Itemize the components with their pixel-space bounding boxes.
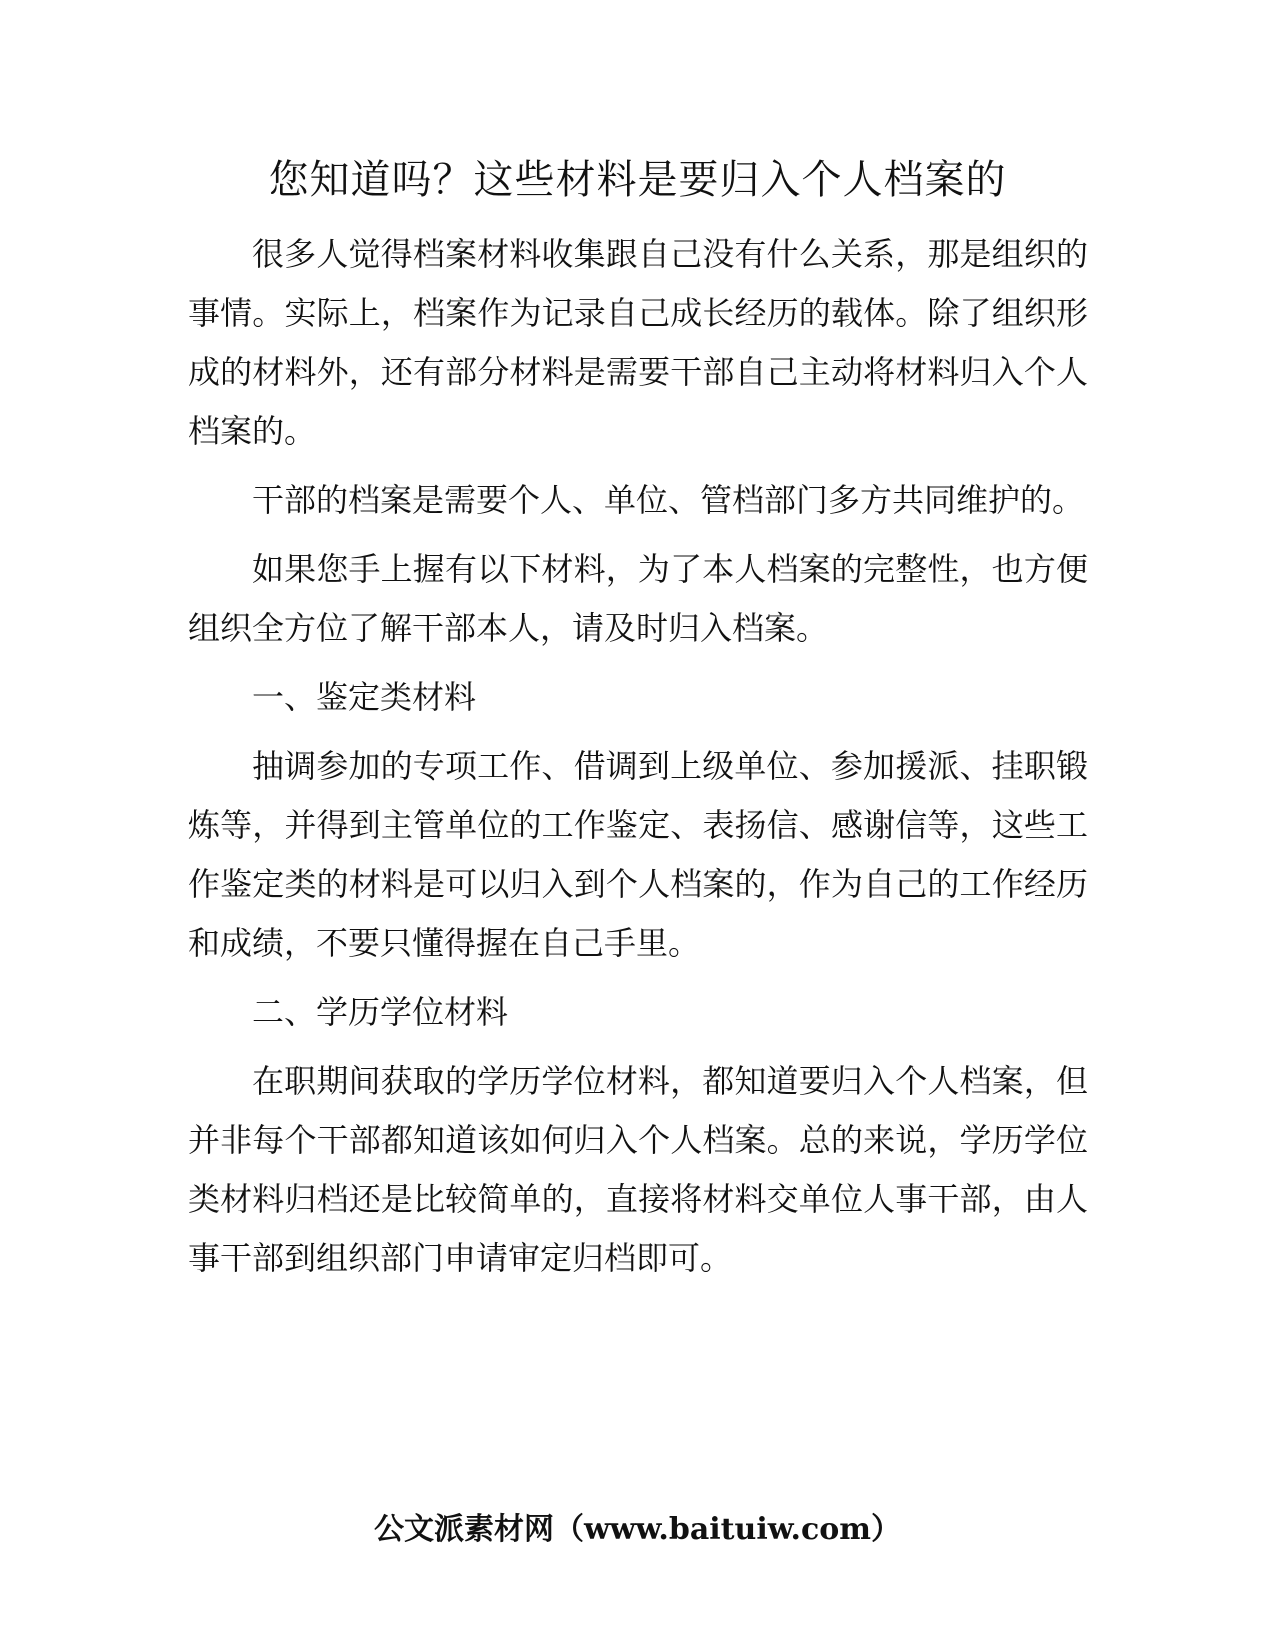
paragraph-intro: 很多人觉得档案材料收集跟自己没有什么关系，那是组织的事情。实际上，档案作为记录自己成长经历的载体。除了组织形成的材料外，还有部分材料是需要干部自己主动将材料归入个人档案的。: [188, 235, 1088, 450]
footer-source: 公文派素材网（www.baituiw.com）: [373, 1512, 902, 1547]
document-title: 您知道吗？这些材料是要归入个人档案的: [268, 157, 1007, 203]
paragraph-maintenance: 干部的档案是需要个人、单位、管档部门多方共同维护的。: [252, 481, 1085, 519]
paragraph-instruction: 如果您手上握有以下材料，为了本人档案的完整性，也方便组织全方位了解干部本人，请及时归入档案。: [188, 550, 1088, 647]
section-heading-appraisal: 一、鉴定类材料: [252, 678, 477, 716]
paragraph-education: 在职期间获取的学历学位材料，都知道要归入个人档案，但并非每个干部都知道该如何归入个人档案。总的来说，学历学位类材料归档还是比较简单的，直接将材料交单位人事干部，由人事干部到组织部门申请审定归档即可。: [188, 1062, 1088, 1277]
paragraph-appraisal: 抽调参加的专项工作、借调到上级单位、参加援派、挂职锻炼等，并得到主管单位的工作鉴定、表扬信、感谢信等，这些工作鉴定类的材料是可以归入到个人档案的，作为自己的工作经历和成绩，不要只懂得握在自己手里。: [188, 747, 1088, 962]
section-heading-education: 二、学历学位材料: [252, 993, 509, 1031]
document-body: [188, 225, 1088, 1298]
